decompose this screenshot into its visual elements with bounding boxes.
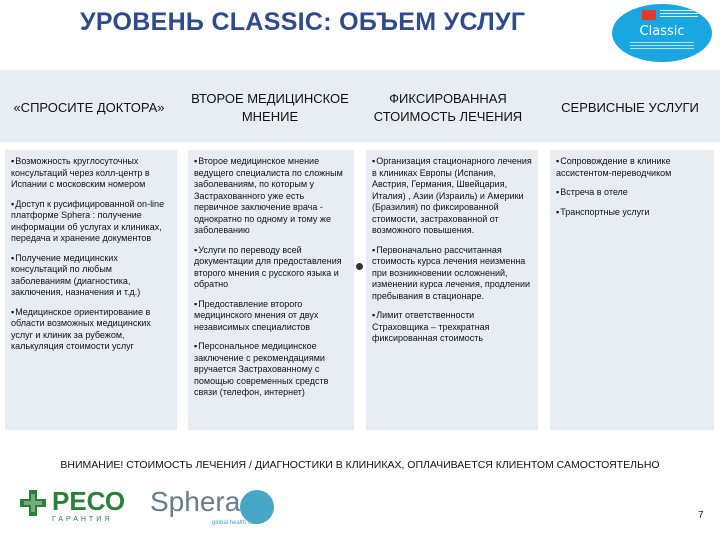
- list-item: ▪ Сопровождение в клинике ассистентом-переводчиком: [556, 156, 708, 179]
- column-body-fixed-cost: [366, 150, 538, 430]
- page-number: 7: [698, 510, 704, 521]
- column-heading-fixed-cost: ФИКСИРОВАННАЯ СТОИМОСТЬ ЛЕЧЕНИЯ: [373, 91, 523, 124]
- list-item: ▪ Получение медицинских консультаций по любым заболеваниям (диагностика, заключения, назначения и т.д.): [11, 253, 171, 299]
- column-heading-second-opinion: ВТОРОЕ МЕДИЦИНСКОЕ МНЕНИЕ: [191, 91, 349, 124]
- sphera-subtitle: global health care: [212, 520, 260, 526]
- list-item: ▪ Встреча в отеле: [556, 187, 708, 199]
- bullet-dot-icon: [356, 263, 363, 270]
- badge-bottom-lines: [630, 42, 694, 54]
- list-item: ▪ Медицинское ориентирование в области возможных медицинских услуг и клиник за рубежом, калькуляция стоимости услуг: [11, 307, 171, 353]
- list-item: ▪ Возможность круглосуточных консультаций через колл-центр в Испании с московским номером: [11, 156, 171, 191]
- badge-flag-icon: [642, 10, 656, 20]
- list-item: ▪ Второе медицинское мнение ведущего специалиста по сложным заболеваниям, по которым у Застрахованного уже есть первичное заключение врача - однократно по одному и тому же заболеванию: [194, 156, 348, 237]
- badge-label: Classic: [639, 24, 685, 39]
- column-body-service: [550, 150, 714, 430]
- sphera-name: Sphera: [150, 486, 241, 517]
- list-item: ▪ Первоначально рассчитанная стоимость курса лечения неизменна при возникновении осложнений, изменении курса лечения, продлении пребывания в стационаре.: [372, 245, 532, 303]
- reso-cross-icon: [18, 488, 48, 518]
- page-title: УРОВЕНЬ CLASSIC: ОБЪЕМ УСЛУГ: [80, 8, 526, 36]
- badge-text-lines: [660, 10, 698, 20]
- reso-subtitle: ГАРАНТИЯ: [52, 516, 113, 523]
- column-heading-ask-doctor: «СПРОСИТЕ ДОКТОРА»: [13, 100, 165, 115]
- reso-logo: [18, 486, 138, 528]
- reso-name: РЕСО: [52, 486, 126, 516]
- column-heading-service: СЕРВИСНЫЕ УСЛУГИ: [561, 100, 699, 115]
- classic-badge-logo: [612, 4, 712, 62]
- sphera-globe-icon: [240, 490, 274, 524]
- list-item: ▪ Предоставление второго медицинского мнения от двух независимых специалистов: [194, 299, 348, 334]
- list-item: ▪ Доступ к русифицированной on-line платформе Sphera : получение информации об услугах и клиниках, передача и хранение документов: [11, 199, 171, 245]
- list-item: ▪ Персональное медицинское заключение с рекомендациями вручается Застрахованному с помощью современных средств связи (телефон, интернет): [194, 341, 348, 399]
- column-body-second-opinion: [188, 150, 354, 430]
- list-item: ▪ Лимит ответственности Страховщика – трехкратная фиксированная стоимость: [372, 310, 532, 345]
- sphera-logo: [150, 484, 280, 532]
- cost-notice: ВНИМАНИЕ! СТОИМОСТЬ ЛЕЧЕНИЯ / ДИАГНОСТИКИ В КЛИНИКАХ, ОПЛАЧИВАЕТСЯ КЛИЕНТОМ САМОСТОЯТЕЛЬНО: [60, 459, 660, 471]
- list-item: ▪ Транспортные услуги: [556, 207, 708, 219]
- column-body-ask-doctor: [5, 150, 177, 430]
- list-item: ▪ Услуги по переводу всей документации для предоставления второго мнения с русского языка и обратно: [194, 245, 348, 291]
- list-item: ▪ Организация стационарного лечения в клиниках Европы (Испания, Австрия, Германия, Швейцария, Италия) , Азии (Израиль) и Америки (Бразилия) по фиксированной стоимости, застрахованной от возможного повышения.: [372, 156, 532, 237]
